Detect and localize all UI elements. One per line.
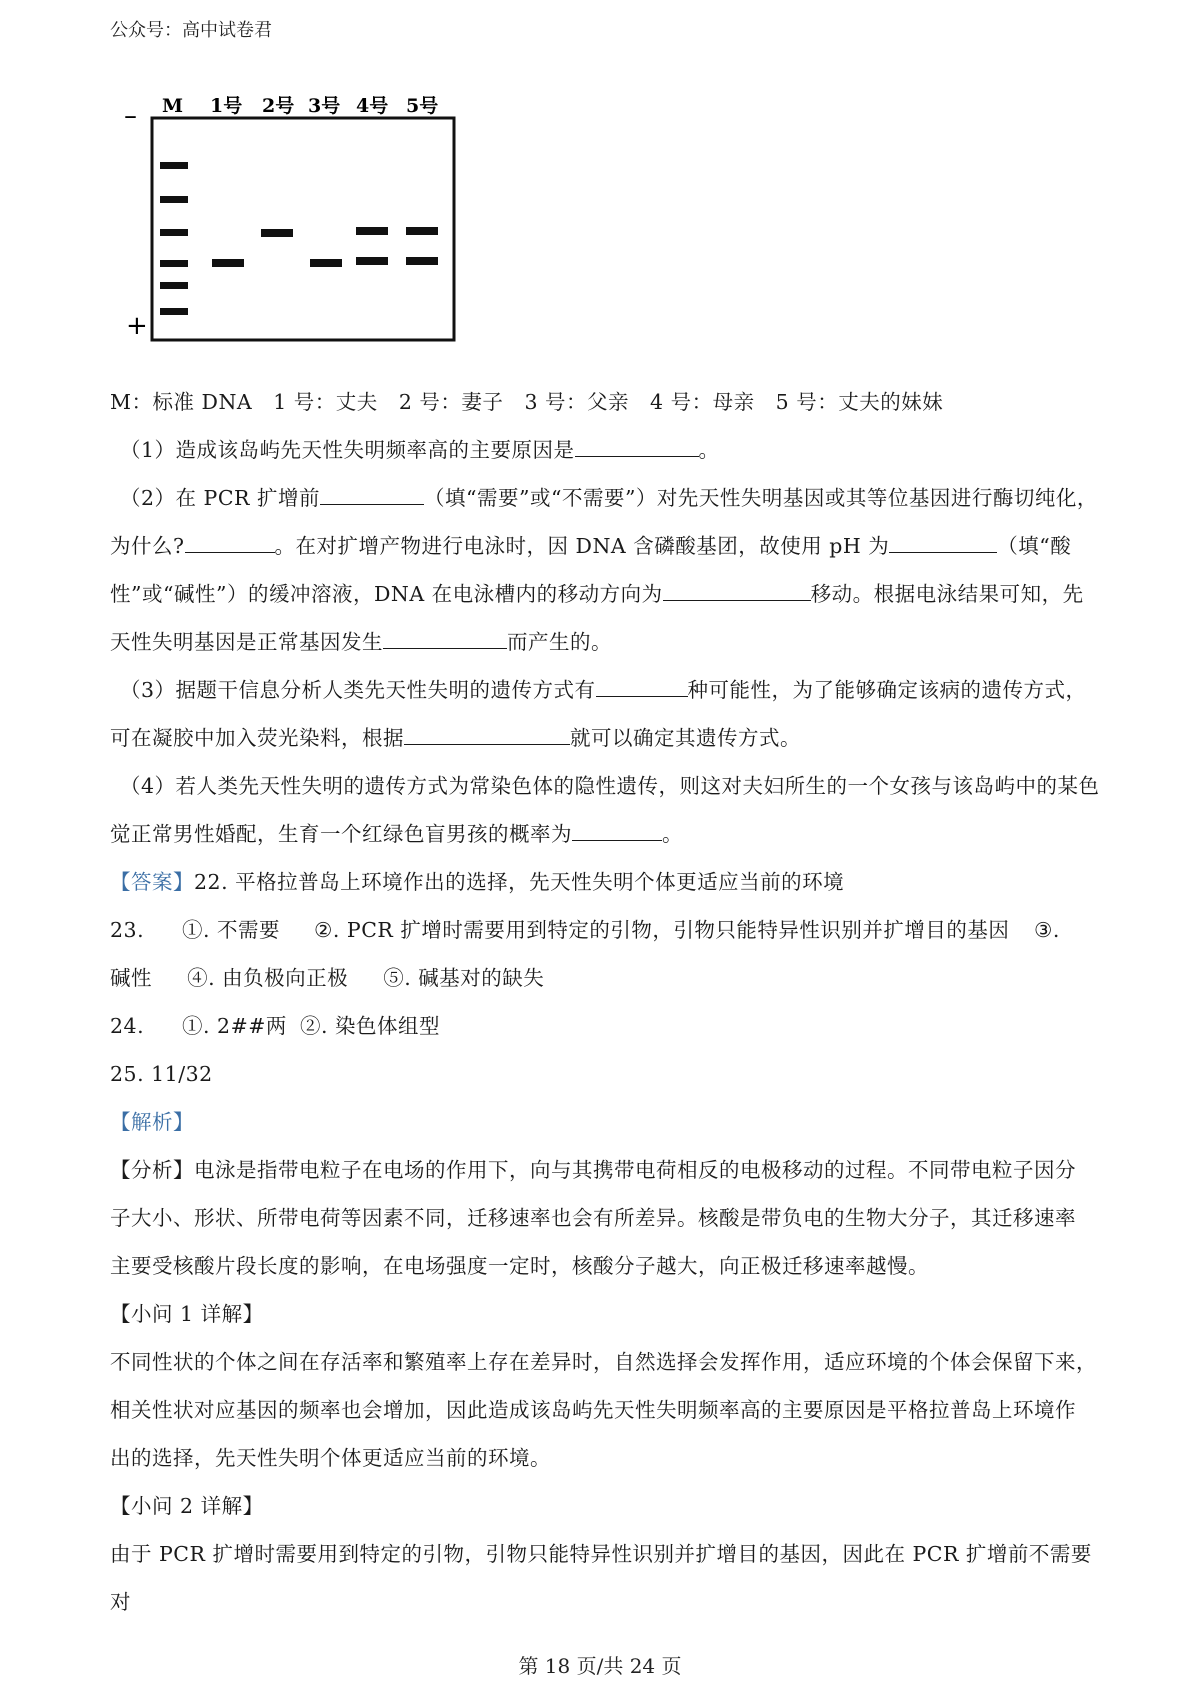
lane-4-band-lower bbox=[356, 257, 388, 265]
lane-5-band-upper bbox=[406, 227, 438, 235]
answer-25: 25. 11/32 bbox=[110, 1062, 213, 1086]
lane-1-band bbox=[212, 259, 244, 267]
answer-blank[interactable] bbox=[575, 436, 699, 457]
marker-band bbox=[160, 196, 188, 203]
analysis-tag: 【解析】 bbox=[110, 1110, 194, 1134]
page-header: 公众号：高中试卷君 bbox=[110, 20, 272, 41]
lane-4-band-upper bbox=[356, 227, 388, 235]
marker-band bbox=[160, 229, 188, 236]
lane-3-band bbox=[310, 259, 342, 267]
document-body bbox=[110, 378, 1100, 1626]
question-3-line-1: （3）据题干信息分析人类先天性失明的遗传方式有 种可能性，为了能够确定该病的遗传方式， bbox=[120, 678, 1087, 702]
electrophoresis-gel-figure bbox=[120, 96, 480, 346]
answer-tag: 【答案】 bbox=[110, 870, 194, 894]
question-3-line-2: 可在凝胶中加入荧光染料，根据 就可以确定其遗传方式。 bbox=[110, 726, 801, 750]
answer-23: 23. ①. 不需要 ②. PCR 扩增时需要用到特定的引物，引物只能特异性识别并扩增目的基因 ③. bbox=[110, 918, 1060, 942]
marker-band bbox=[160, 260, 188, 267]
subquestion-2-line: 由于 PCR 扩增时需要用到特定的引物，引物只能特异性识别并扩增目的基因，因此在 PCR 扩增前不需要对 bbox=[110, 1542, 1092, 1614]
marker-band bbox=[160, 282, 188, 289]
answer-blank[interactable] bbox=[889, 532, 997, 553]
subquestion-2-title: 【小问 2 详解】 bbox=[110, 1494, 264, 1518]
question-4-line-2: 觉正常男性婚配，生育一个红绿色盲男孩的概率为 。 bbox=[110, 822, 683, 846]
lane-label-2: 2号 bbox=[262, 96, 295, 117]
subquestion-1-title: 【小问 1 详解】 bbox=[110, 1302, 264, 1326]
analysis-paragraph-line: 子大小、形状、所带电荷等因素不同，迁移速率也会有所差异。核酸是带负电的生物大分子，其迁移速率 bbox=[110, 1206, 1076, 1230]
question-2-line-2: 为什么? 。在对扩增产物进行电泳时，因 DNA 含磷酸基团，故使用 pH 为 （填“酸 bbox=[110, 534, 1072, 558]
marker-band bbox=[160, 308, 188, 315]
gel-plus-sign: + bbox=[126, 311, 148, 341]
question-2-line-3: 性”或“碱性”）的缓冲溶液，DNA 在电泳槽内的移动方向为 移动。根据电泳结果可知，先 bbox=[110, 582, 1084, 606]
lane-5-band-lower bbox=[406, 257, 438, 265]
answer-blank[interactable] bbox=[185, 532, 275, 553]
analysis-paragraph-line: 主要受核酸片段长度的影响，在电场强度一定时，核酸分子越大，向正极迁移速率越慢。 bbox=[110, 1254, 929, 1278]
answer-blank[interactable] bbox=[320, 484, 424, 505]
lane-label-1: 1号 bbox=[210, 96, 243, 117]
lane-2-band bbox=[261, 229, 293, 237]
question-2-line-4: 天性失明基因是正常基因发生 而产生的。 bbox=[110, 630, 612, 654]
analysis-paragraph-line: 【分析】电泳是指带电粒子在电场的作用下，向与其携带电荷相反的电极移动的过程。不同带电粒子因分 bbox=[110, 1158, 1076, 1182]
answer-blank[interactable] bbox=[596, 676, 688, 697]
question-2-line-1: （2）在 PCR 扩增前 （填“需要”或“不需要”）对先天性失明基因或其等位基因进行酶切纯化， bbox=[120, 486, 1098, 510]
answer-blank[interactable] bbox=[404, 724, 570, 745]
marker-lane-bands bbox=[160, 162, 188, 315]
gel-legend: M：标准 DNA 1 号：丈夫 2 号：妻子 3 号：父亲 4 号：母亲 5 号：丈夫的妹妹 bbox=[110, 390, 944, 414]
answer-23-continued: 碱性 ④. 由负极向正极 ⑤. 碱基对的缺失 bbox=[110, 966, 545, 990]
answer-blank[interactable] bbox=[383, 628, 507, 649]
answer-blank[interactable] bbox=[572, 820, 662, 841]
lane-label-4: 4号 bbox=[356, 96, 389, 117]
subquestion-1-line: 相关性状对应基因的频率也会增加，因此造成该岛屿先天性失明频率高的主要原因是平格拉普岛上环境作 bbox=[110, 1398, 1076, 1422]
marker-band bbox=[160, 162, 188, 169]
subquestion-1-line: 不同性状的个体之间在存活率和繁殖率上存在差异时，自然选择会发挥作用，适应环境的个体会保留下来， bbox=[110, 1350, 1097, 1374]
lane-label-3: 3号 bbox=[308, 96, 341, 117]
lane-label-m: M bbox=[162, 96, 184, 117]
answer-blank[interactable] bbox=[663, 580, 811, 601]
page-number: 第 18 页/共 24 页 bbox=[518, 1654, 682, 1678]
question-4-line-1: （4）若人类先天性失明的遗传方式为常染色体的隐性遗传，则这对夫妇所生的一个女孩与该岛屿中的某色 bbox=[120, 774, 1100, 798]
lane-label-5: 5号 bbox=[406, 96, 439, 117]
answer-24: 24. ①. 2##两 ②. 染色体组型 bbox=[110, 1014, 441, 1038]
gel-minus-sign: – bbox=[124, 101, 137, 131]
question-1: （1）造成该岛屿先天性失明频率高的主要原因是 。 bbox=[120, 438, 720, 462]
answer-22: 【答案】22. 平格拉普岛上环境作出的选择，先天性失明个体更适应当前的环境 bbox=[110, 870, 845, 894]
subquestion-1-line: 出的选择，先天性失明个体更适应当前的环境。 bbox=[110, 1446, 551, 1470]
